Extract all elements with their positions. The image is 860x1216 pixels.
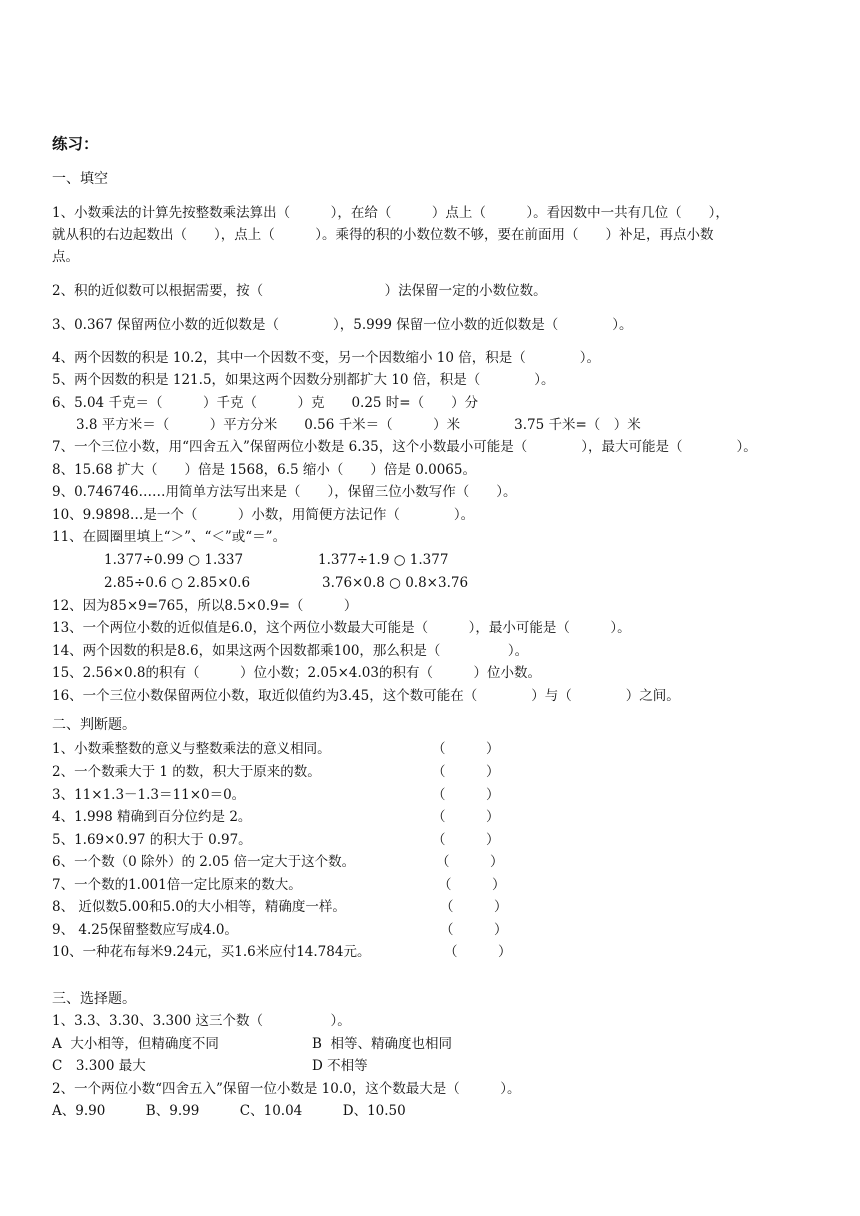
question-11-row-2-b: 3.76×0.8 ○ 0.8×3.76 xyxy=(322,575,469,591)
choice-question-1: 1、3.3、3.30、3.300 这三个数（ ）。 xyxy=(52,1013,351,1029)
choice-option-a: A 大小相等，但精确度不同 xyxy=(52,1036,219,1052)
choice-option-d: D 不相等 xyxy=(312,1058,368,1074)
judge-answer-blank: （ ） xyxy=(444,944,512,960)
judge-answer-blank: （ ） xyxy=(432,787,500,803)
choice-question-2-options: A、9.90 B、9.99 C、10.04 D、10.50 xyxy=(52,1103,406,1119)
judge-answer-blank: （ ） xyxy=(432,809,500,825)
question-9: 9、0.746746……用简单方法写出来是（ ），保留三位小数写作（ ）。 xyxy=(52,484,517,500)
judge-item: 10、一种花布每米9.24元，买1.6米应付14.784元。 xyxy=(52,944,371,960)
question-1-line-3: 点。 xyxy=(52,249,79,265)
judge-item: 6、一个数（0 除外）的 2.05 倍一定大于这个数。 xyxy=(52,854,356,870)
section-heading-fill-blank: 一、填空 xyxy=(52,171,108,187)
judge-item: 5、1.69×0.97 的积大于 0.97。 xyxy=(52,832,252,848)
question-8: 8、15.68 扩大（ ）倍是 1568，6.5 缩小（ ）倍是 0.0065。 xyxy=(52,462,476,478)
page-title: 练习： xyxy=(52,134,99,153)
question-10: 10、9.9898…是一个（ ）小数，用简便方法记作（ ）。 xyxy=(52,507,475,523)
question-13: 13、一个两位小数的近似值是6.0，这个两位小数最大可能是（ ），最小可能是（ ）。 xyxy=(52,620,631,636)
question-7: 7、一个三位小数，用“四舍五入”保留两位小数是 6.35，这个小数最小可能是（ ），最大可能是（ ）。 xyxy=(52,439,757,455)
judge-item: 3、11×1.3－1.3＝11×0＝0。 xyxy=(52,787,246,803)
question-1-line-1: 1、小数乘法的计算先按整数乘法算出（ ），在给（ ）点上（ ）。看因数中一共有几位（ ）， xyxy=(52,205,729,221)
judge-answer-blank: （ ） xyxy=(440,899,508,915)
question-4: 4、两个因数的积是 10.2，其中一个因数不变，另一个因数缩小 10 倍，积是（ ）。 xyxy=(52,350,600,366)
judge-item: 9、 4.25保留整数应写成4.0。 xyxy=(52,922,238,938)
question-11-row-1-b: 1.377÷1.9 ○ 1.377 xyxy=(318,552,449,568)
question-5: 5、两个因数的积是 121.5，如果这两个因数分别都扩大 10 倍，积是（ ）。 xyxy=(52,372,555,388)
question-6-line-2: 3.8 平方米＝（ ）平方分米 0.56 千米＝（ ）米 3.75 千米=（ ）米 xyxy=(76,417,641,433)
choice-option-c: C 3.300 最大 xyxy=(52,1058,146,1074)
question-11-row-2-a: 2.85÷0.6 ○ 2.85×0.6 xyxy=(104,575,251,591)
judge-item: 2、一个数乘大于 1 的数，积大于原来的数。 xyxy=(52,764,321,780)
judge-answer-blank: （ ） xyxy=(432,764,500,780)
question-1-line-2: 就从积的右边起数出（ ），点上（ ）。乘得的积的小数位数不够，要在前面用（ ）补足，再点小数 xyxy=(52,227,714,243)
question-15: 15、2.56×0.8的积有（ ）位小数；2.05×4.03的积有（ ）位小数。 xyxy=(52,665,541,681)
judge-item: 7、一个数的1.001倍一定比原来的数大。 xyxy=(52,877,302,893)
question-11: 11、在圆圈里填上“＞”、“＜”或“＝”。 xyxy=(52,529,287,545)
question-14: 14、两个因数的积是8.6，如果这两个因数都乘100，那么积是（ ）。 xyxy=(52,643,529,659)
choice-option-b: B 相等、精确度也相同 xyxy=(312,1036,453,1052)
judge-item: 8、 近似数5.00和5.0的大小相等，精确度一样。 xyxy=(52,899,346,915)
choice-question-2: 2、一个两位小数“四舍五入”保留一位小数是 10.0，这个数最大是（ ）。 xyxy=(52,1081,521,1097)
question-3: 3、0.367 保留两位小数的近似数是（ ），5.999 保留一位小数的近似数是（ ）。 xyxy=(52,317,633,333)
question-6-line-1: 6、5.04 千克＝（ ）千克（ ）克 0.25 时=（ ）分 xyxy=(52,395,479,411)
judge-answer-blank: （ ） xyxy=(440,922,508,938)
question-12: 12、因为85×9=765，所以8.5×0.9=（ ） xyxy=(52,598,358,614)
judge-answer-blank: （ ） xyxy=(432,741,500,757)
judge-item: 4、1.998 精确到百分位约是 2。 xyxy=(52,809,252,825)
question-11-row-1-a: 1.377÷0.99 ○ 1.337 xyxy=(104,552,244,568)
question-16: 16、一个三位小数保留两位小数，取近似值约为3.45，这个数可能在（ ）与（ ）之间。 xyxy=(52,688,680,704)
judge-answer-blank: （ ） xyxy=(438,877,506,893)
section-heading-multiple-choice: 三、选择题。 xyxy=(52,991,136,1007)
question-2: 2、积的近似数可以根据需要，按（ ）法保留一定的小数位数。 xyxy=(52,283,547,299)
judge-item: 1、小数乘整数的意义与整数乘法的意义相同。 xyxy=(52,741,331,757)
section-heading-true-false: 二、判断题。 xyxy=(52,717,136,733)
judge-answer-blank: （ ） xyxy=(436,854,504,870)
judge-answer-blank: （ ） xyxy=(432,832,500,848)
